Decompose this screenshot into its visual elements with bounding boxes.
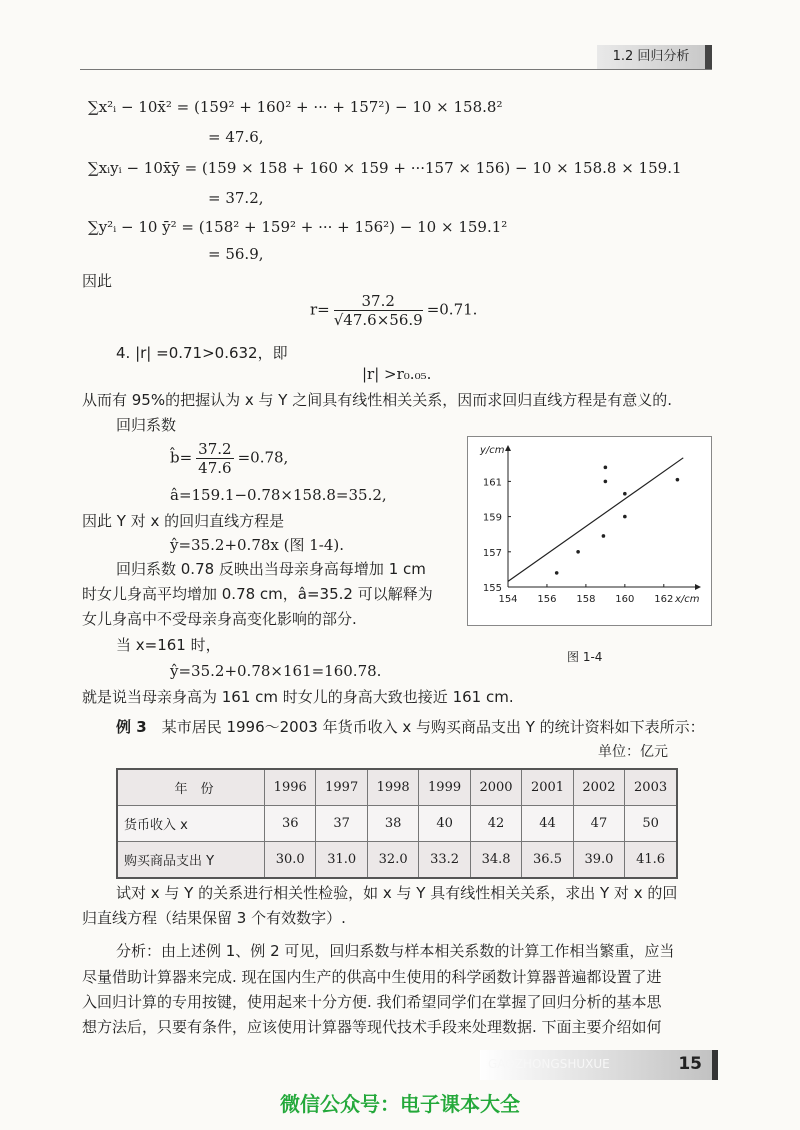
- page-header: [80, 45, 712, 70]
- formula-yhat: ŷ=35.2+0.78x (图 1-4).: [170, 536, 345, 554]
- page-footer: [480, 1050, 718, 1080]
- section-tab: 1.2 回归分析: [597, 45, 712, 69]
- table-cell: 32.0: [367, 842, 418, 879]
- figure-caption: 图 1-4: [567, 650, 603, 664]
- b-denominator: 47.6: [198, 459, 232, 477]
- table-row-spend: [117, 842, 677, 879]
- data-point: [623, 492, 627, 496]
- x-tick-label: 160: [615, 594, 635, 605]
- table-cell: 1997: [316, 769, 367, 806]
- regression-line: [508, 458, 683, 582]
- data-table: [116, 768, 678, 879]
- x-tick-label: 162: [654, 594, 674, 605]
- y-axis-arrow: [505, 445, 511, 451]
- table-cell: 30.0: [265, 842, 316, 879]
- text-analysis4: 想方法后，只要有条件，应该使用计算器等现代技术手段来处理数据. 下面主要介绍如何: [82, 1018, 662, 1036]
- formula-b: [170, 440, 288, 477]
- text-exp2: 时女儿身高平均增加 0.78 cm，â=35.2 可以解释为: [82, 585, 433, 603]
- r-label: r=: [310, 300, 330, 319]
- text-result: 就是说当母亲身高为 161 cm 时女儿的身高大致也接近 161 cm.: [82, 688, 514, 706]
- table-cell: 31.0: [316, 842, 367, 879]
- page-number: 15: [678, 1054, 702, 1074]
- table-cell: 42: [470, 806, 521, 842]
- b-label: b̂=: [170, 448, 193, 467]
- y-tick-label: 157: [482, 547, 502, 559]
- b-fraction: [196, 440, 233, 477]
- text-analysis3: 入回归计算的专用按键，使用起来十分方便. 我们希望同学们在掌握了回归分析的基本思: [82, 993, 662, 1011]
- table-cell: 2002: [573, 769, 624, 806]
- text-question1: 试对 x 与 Y 的关系进行相关性检验，如 x 与 Y 具有线性相关关系，求出 Y 对 x 的回: [116, 884, 678, 902]
- unit-label: 单位：亿元: [598, 744, 668, 760]
- text-conclusion: 从而有 95%的把握认为 x 与 Y 之间具有线性相关关系，因而求回归直线方程是有意义的.: [82, 391, 672, 409]
- data-point: [555, 571, 559, 575]
- table-cell: 41.6: [625, 842, 677, 879]
- r-fraction: [334, 292, 423, 329]
- text-coef-title: 回归系数: [116, 416, 177, 434]
- text-when: 当 x=161 时，: [116, 636, 221, 654]
- r-denominator: √47.6×56.9: [333, 311, 423, 329]
- data-point: [604, 480, 608, 484]
- table-cell: 1998: [367, 769, 418, 806]
- text-step4: 4. |r| =0.71>0.632，即: [116, 344, 288, 362]
- text-question2: 归直线方程（结果保留 3 个有效数字）.: [82, 909, 346, 927]
- table-cell: 1996: [265, 769, 316, 806]
- x-tick-label: 158: [576, 594, 596, 605]
- table-cell: 44: [522, 806, 573, 842]
- table-cell: 36.5: [522, 842, 573, 879]
- table-cell: 50: [625, 806, 677, 842]
- table-row-income: [117, 806, 677, 842]
- table-header-income: 货币收入 x: [117, 806, 265, 842]
- x-axis-label: x/cm: [675, 594, 700, 605]
- formula-sxy: ∑xᵢyᵢ − 10x̄ȳ = (159 × 158 + 160 × 159 + ···157 × 156) − 10 × 158.8 × 159.1: [88, 159, 682, 177]
- table-cell: 38: [367, 806, 418, 842]
- table-cell: 2003: [625, 769, 677, 806]
- text-yinci: 因此: [82, 272, 113, 290]
- text-analysis1: 分析：由上述例 1、例 2 可见，回归系数与样本相关系数的计算工作相当繁重，应当: [116, 942, 675, 960]
- formula-pred: ŷ=35.2+0.78×161=160.78.: [170, 662, 382, 680]
- formula-a: â=159.1−0.78×158.8=35.2,: [170, 486, 387, 504]
- scatter-chart-svg: [468, 437, 711, 625]
- example3-line: [116, 716, 705, 738]
- x-tick-label: 154: [498, 594, 518, 605]
- formula-abs-r: |r| >r₀.₀₅.: [362, 365, 432, 383]
- y-tick-label: 161: [482, 477, 502, 489]
- x-axis-arrow: [695, 584, 701, 590]
- table-row-years: [117, 769, 677, 806]
- table-cell: 40: [419, 806, 470, 842]
- r-value: =0.71.: [426, 300, 478, 319]
- formula-sxx-result: = 47.6,: [208, 128, 264, 146]
- y-tick-label: 155: [482, 583, 502, 594]
- data-point: [576, 550, 580, 554]
- watermark: 微信公众号：电子课本大全: [280, 1092, 520, 1116]
- table-cell: 1999: [419, 769, 470, 806]
- table-cell: 39.0: [573, 842, 624, 879]
- data-point: [604, 466, 608, 470]
- b-numerator: 37.2: [198, 440, 232, 458]
- table-cell: 36: [265, 806, 316, 842]
- table-cell: 34.8: [470, 842, 521, 879]
- table-cell: 47: [573, 806, 624, 842]
- formula-syy: ∑y²ᵢ − 10 ȳ² = (158² + 159² + ··· + 156²) − 10 × 159.1²: [88, 218, 508, 236]
- table-cell: 37: [316, 806, 367, 842]
- scatter-chart: [467, 436, 712, 626]
- data-point: [676, 478, 680, 482]
- table-header-spend: 购买商品支出 Y: [117, 842, 265, 879]
- formula-syy-result: = 56.9,: [208, 245, 264, 263]
- table-cell: 2001: [522, 769, 573, 806]
- table-cell: 2000: [470, 769, 521, 806]
- example3-label: 例 3: [116, 718, 147, 736]
- data-point: [602, 534, 606, 538]
- text-exp3: 女儿身高中不受母亲身高变化影响的部分.: [82, 610, 357, 628]
- footer-brand: GAOZHONGSHUXUE: [488, 1057, 610, 1071]
- formula-sxy-result: = 37.2,: [208, 189, 264, 207]
- b-value: =0.78,: [237, 448, 289, 467]
- text-exp1: 回归系数 0.78 反映出当母亲身高每增加 1 cm: [116, 560, 426, 578]
- formula-sxx: ∑x²ᵢ − 10x̄² = (159² + 160² + ··· + 157²) − 10 × 158.8²: [88, 98, 503, 116]
- text-reg-eq-intro: 因此 Y 对 x 的回归直线方程是: [82, 512, 285, 530]
- formula-r: [310, 292, 477, 329]
- r-numerator: 37.2: [334, 292, 423, 311]
- x-tick-label: 156: [537, 594, 557, 605]
- text-analysis2: 尽量借助计算器来完成. 现在国内生产的供高中生使用的科学函数计算器普遍都设置了进: [82, 968, 662, 986]
- y-axis-label: y/cm: [480, 445, 505, 456]
- data-point: [623, 515, 627, 519]
- y-tick-label: 159: [482, 512, 502, 524]
- example3-text: 某市居民 1996～2003 年货币收入 x 与购买商品支出 Y 的统计资料如下表所示：: [161, 718, 705, 736]
- table-header-year: 年 份: [117, 769, 265, 806]
- table-cell: 33.2: [419, 842, 470, 879]
